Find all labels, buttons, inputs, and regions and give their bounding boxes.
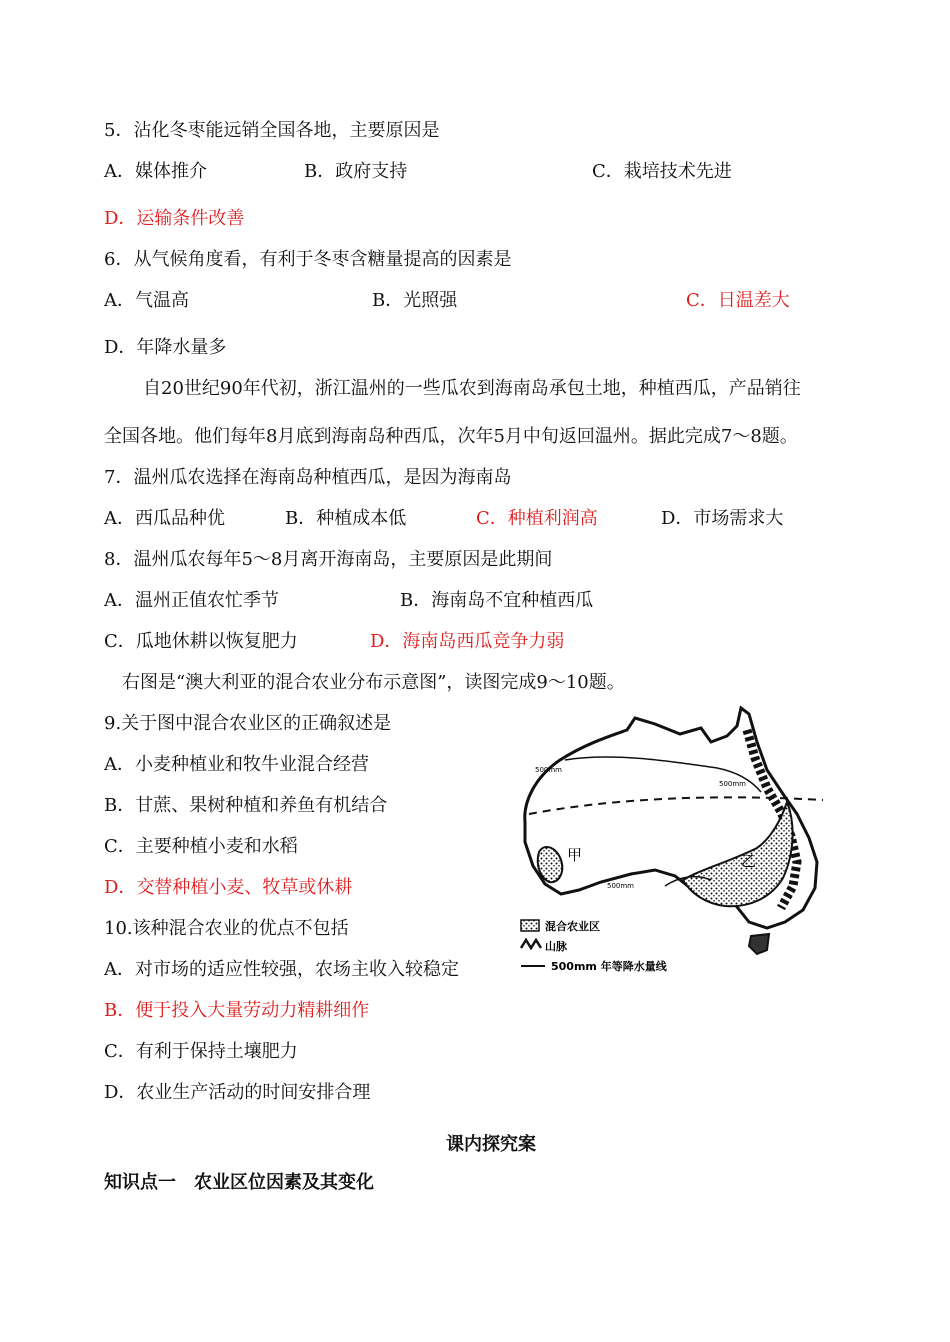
q7-option-d: D．市场需求大 [661,508,784,529]
legend-mixed-swatch [521,920,539,931]
q10-option-d: D．农业生产活动的时间安排合理 [104,1082,371,1103]
intro-9-10: 右图是“澳大利亚的混合农业分布示意图”，读图完成9～10题。 [122,672,625,693]
q7-stem: 7．温州瓜农选择在海南岛种植西瓜，是因为海南岛 [104,467,512,488]
q7-option-a: A．西瓜品种优 [104,508,225,529]
map-legend [521,919,668,973]
q5-option-d-answer: D．运输条件改善 [104,208,245,229]
q8-option-c: C．瓜地休耕以恢复肥力 [104,631,298,652]
q5-option-b: B．政府支持 [304,161,408,182]
legend-mixed-label: 混合农业区 [545,920,600,933]
q6-option-d: D．年降水量多 [104,337,227,358]
q9-stem: 9.关于图中混合农业区的正确叙述是 [104,713,392,734]
isohyet-label-east: 500mm [719,780,746,788]
passage-line-1: 自20世纪90年代初，浙江温州的一些瓜农到海南岛承包土地，种植西瓜，产品销往 [143,378,801,399]
legend-mountain-label: 山脉 [545,940,567,953]
q5-option-a: A．媒体推介 [104,161,207,182]
q6-option-b: B．光照强 [372,290,458,311]
q5-option-c: C．栽培技术先进 [592,161,732,182]
q9-option-d-answer: D．交替种植小麦、牧草或休耕 [104,877,353,898]
q8-option-b: B．海南岛不宜种植西瓜 [400,590,594,611]
tasmania-island [749,934,769,954]
legend-mountain-symbol [521,940,541,948]
q10-option-c: C．有利于保持土壤肥力 [104,1041,298,1062]
region-label-jia: 甲 [567,846,583,864]
q8-option-d-answer: D．海南岛西瓜竞争力弱 [370,631,565,652]
q8-option-a: A．温州正值农忙季节 [104,590,279,611]
region-label-yi: 乙 [741,852,757,870]
legend-isohyet-label: 500mm 年等降水量线 [551,960,667,973]
q9-option-c: C．主要种植小麦和水稻 [104,836,298,857]
q5-stem: 5．沾化冬枣能远销全国各地，主要原因是 [104,120,440,141]
q10-option-b-answer: B．便于投入大量劳动力精耕细作 [104,1000,370,1021]
q9-option-a: A．小麦种植业和牧牛业混合经营 [104,754,369,775]
q7-option-b: B．种植成本低 [285,508,407,529]
q10-option-a: A．对市场的适应性较强，农场主收入较稳定 [104,959,459,980]
q7-option-c-answer: C．种植利润高 [476,508,598,529]
passage-line-2: 全国各地。他们每年8月底到海南岛种西瓜，次年5月中旬返回温州。据此完成7～8题。 [104,426,798,447]
q10-stem: 10.该种混合农业的优点不包括 [104,918,349,939]
knowledge-point-heading: 知识点一 农业区位因素及其变化 [104,1172,374,1193]
isohyet-label-west: 500mm [535,766,562,774]
q6-stem: 6．从气候角度看，有利于冬枣含糖量提高的因素是 [104,249,512,270]
q6-option-a: A．气温高 [104,290,189,311]
australia-coastline [525,708,817,928]
section-title: 课内探究案 [446,1134,536,1155]
isohyet-label-south: 500mm [607,882,634,890]
q6-option-c-answer: C．日温差大 [686,290,790,311]
q9-option-b: B．甘蔗、果树种植和养鱼有机结合 [104,795,388,816]
q8-stem: 8．温州瓜农每年5～8月离开海南岛，主要原因是此期间 [104,549,553,570]
mixed-agriculture-region-yi [683,802,793,906]
australia-mixed-agriculture-map [505,702,835,1002]
